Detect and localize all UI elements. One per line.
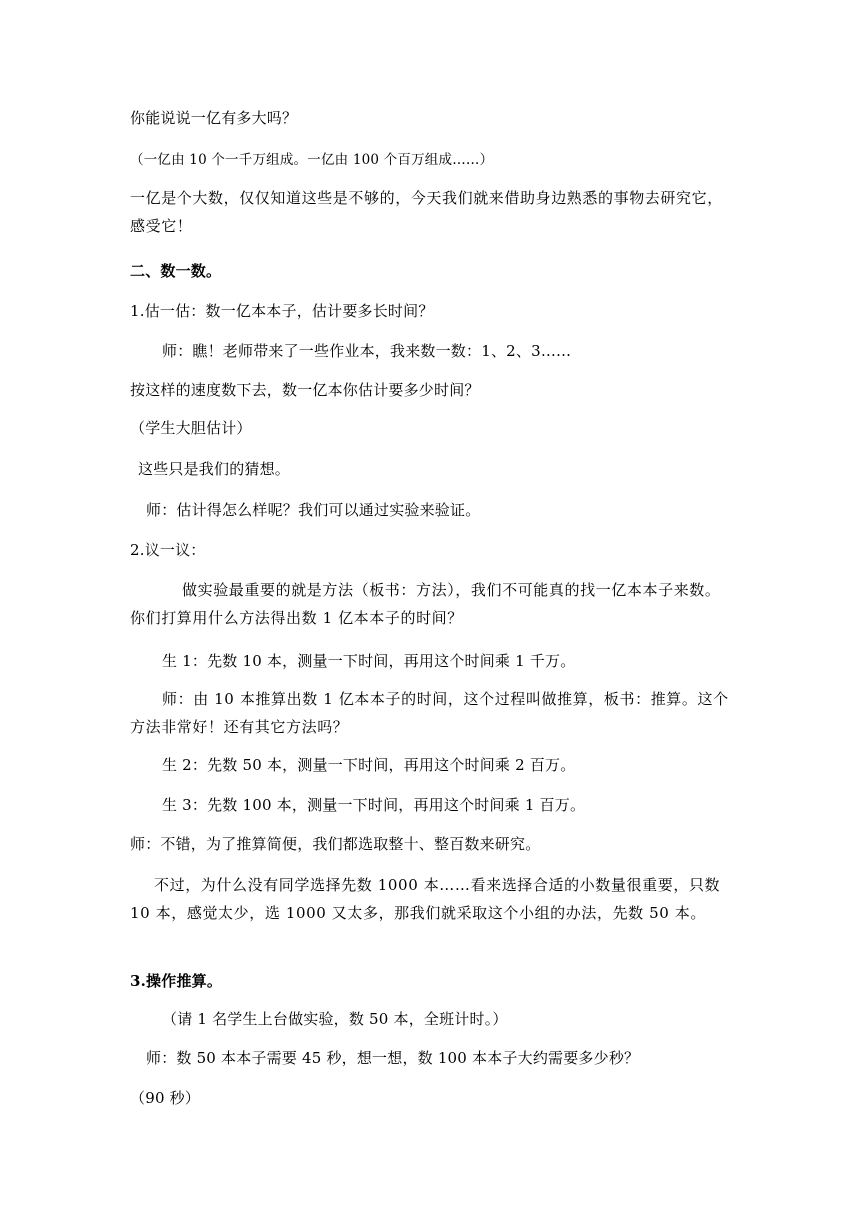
teacher-line-1: 师：瞧！老师带来了一些作业本，我来数一数：1、2、3……	[162, 342, 572, 360]
answer-note: （一亿由 10 个一千万组成。一亿由 100 个百万组成……）	[130, 152, 494, 168]
method-paragraph: 做实验最重要的就是方法（板书：方法），我们不可能真的找一亿本本子来数。你们打算用什么方法得出数 1 亿本本子的时间？	[130, 581, 721, 627]
guess-line: 这些只是我们的猜想。	[138, 460, 291, 478]
student-estimate-note: （学生大胆估计）	[130, 419, 252, 437]
student-3-line: 生 3：先数 100 本，测量一下时间，再用这个时间乘 1 百万。	[162, 796, 586, 814]
step-estimate: 1.估一估：数一亿本本子，估计要多长时间？	[130, 302, 434, 320]
estimate-question: 按这样的速度数下去，数一亿本你估计要多少时间？	[130, 381, 480, 399]
teacher-line-5: 师：数 50 本本子需要 45 秒，想一想，数 100 本本子大约需要多少秒？	[146, 1049, 640, 1067]
student-1-line: 生 1：先数 10 本，测量一下时间，再用这个时间乘 1 千万。	[162, 652, 576, 670]
teacher-line-2: 师：估计得怎么样呢？我们可以通过实验来验证。	[146, 501, 481, 519]
experiment-note: （请 1 名学生上台做实验，数 50 本，全班计时。）	[162, 1010, 508, 1028]
teacher-line-3: 师：由 10 本推算出数 1 亿本本子的时间，这个过程叫做推算，板书：推算。这个方法非常好！还有其它方法吗？	[130, 690, 729, 736]
step-operate: 3.操作推算。	[130, 972, 223, 990]
student-2-line: 生 2：先数 50 本，测量一下时间，再用这个时间乘 2 百万。	[162, 756, 576, 774]
answer-seconds: （90 秒）	[130, 1089, 201, 1107]
intro-paragraph: 一亿是个大数，仅仅知道这些是不够的，今天我们就来借助身边熟悉的事物去研究它，感受它！	[130, 189, 723, 235]
section-heading: 二、数一数。	[130, 262, 222, 280]
explanation-paragraph: 不过，为什么没有同学选择先数 1000 本……看来选择合适的小数量很重要，只数 10 本，感觉太少，选 1000 又太多，那我们就采取这个小组的办法，先数 50 本。	[130, 876, 721, 922]
teacher-line-4: 师：不错，为了推算简便，我们都选取整十、整百数来研究。	[130, 835, 541, 853]
question-line: 你能说说一亿有多大吗？	[130, 109, 298, 127]
step-discuss: 2.议一议：	[130, 541, 206, 559]
